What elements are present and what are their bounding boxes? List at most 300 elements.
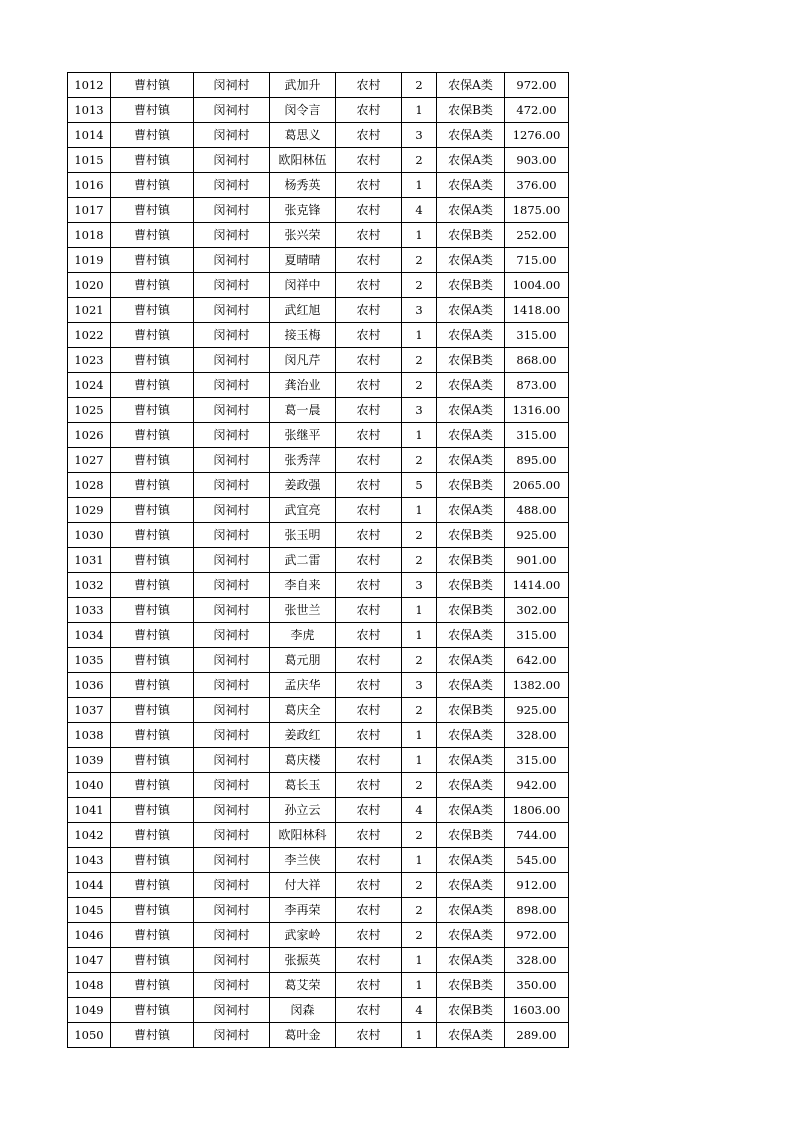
name-cell: 武宜亮 xyxy=(270,498,336,523)
amount-cell: 252.00 xyxy=(505,223,569,248)
row-number-cell: 1016 xyxy=(68,173,111,198)
insurance-category-cell: 农保A类 xyxy=(437,398,505,423)
village-cell: 闵祠村 xyxy=(194,773,270,798)
table-row xyxy=(68,523,569,548)
insurance-category-cell: 农保A类 xyxy=(437,723,505,748)
amount-cell: 925.00 xyxy=(505,698,569,723)
insurance-category-cell: 农保B类 xyxy=(437,573,505,598)
household-type-cell: 农村 xyxy=(336,973,402,998)
insurance-category-cell: 农保A类 xyxy=(437,673,505,698)
village-cell: 闵祠村 xyxy=(194,823,270,848)
amount-cell: 315.00 xyxy=(505,423,569,448)
row-number-cell: 1041 xyxy=(68,798,111,823)
table-row xyxy=(68,623,569,648)
row-number-cell: 1043 xyxy=(68,848,111,873)
row-number-cell: 1049 xyxy=(68,998,111,1023)
member-count-cell: 4 xyxy=(402,198,437,223)
member-count-cell: 3 xyxy=(402,398,437,423)
amount-cell: 472.00 xyxy=(505,98,569,123)
member-count-cell: 1 xyxy=(402,323,437,348)
row-number-cell: 1026 xyxy=(68,423,111,448)
town-cell: 曹村镇 xyxy=(111,873,194,898)
table-row xyxy=(68,898,569,923)
amount-cell: 545.00 xyxy=(505,848,569,873)
amount-cell: 1276.00 xyxy=(505,123,569,148)
town-cell: 曹村镇 xyxy=(111,423,194,448)
household-type-cell: 农村 xyxy=(336,848,402,873)
amount-cell: 972.00 xyxy=(505,73,569,98)
table-row xyxy=(68,448,569,473)
town-cell: 曹村镇 xyxy=(111,298,194,323)
row-number-cell: 1013 xyxy=(68,98,111,123)
name-cell: 张兴荣 xyxy=(270,223,336,248)
member-count-cell: 2 xyxy=(402,348,437,373)
member-count-cell: 4 xyxy=(402,998,437,1023)
town-cell: 曹村镇 xyxy=(111,323,194,348)
member-count-cell: 2 xyxy=(402,873,437,898)
table-row xyxy=(68,548,569,573)
village-cell: 闵祠村 xyxy=(194,873,270,898)
village-cell: 闵祠村 xyxy=(194,148,270,173)
row-number-cell: 1047 xyxy=(68,948,111,973)
table-row xyxy=(68,598,569,623)
member-count-cell: 2 xyxy=(402,148,437,173)
village-cell: 闵祠村 xyxy=(194,173,270,198)
household-type-cell: 农村 xyxy=(336,873,402,898)
name-cell: 葛思义 xyxy=(270,123,336,148)
household-type-cell: 农村 xyxy=(336,673,402,698)
member-count-cell: 1 xyxy=(402,748,437,773)
town-cell: 曹村镇 xyxy=(111,673,194,698)
table-row xyxy=(68,123,569,148)
name-cell: 张世兰 xyxy=(270,598,336,623)
table-row xyxy=(68,698,569,723)
household-type-cell: 农村 xyxy=(336,373,402,398)
insurance-category-cell: 农保B类 xyxy=(437,823,505,848)
name-cell: 李自来 xyxy=(270,573,336,598)
row-number-cell: 1044 xyxy=(68,873,111,898)
village-cell: 闵祠村 xyxy=(194,973,270,998)
village-cell: 闵祠村 xyxy=(194,948,270,973)
table-row xyxy=(68,423,569,448)
data-table xyxy=(67,72,569,1048)
row-number-cell: 1015 xyxy=(68,148,111,173)
village-cell: 闵祠村 xyxy=(194,548,270,573)
household-type-cell: 农村 xyxy=(336,923,402,948)
amount-cell: 901.00 xyxy=(505,548,569,573)
insurance-category-cell: 农保B类 xyxy=(437,348,505,373)
member-count-cell: 2 xyxy=(402,648,437,673)
village-cell: 闵祠村 xyxy=(194,723,270,748)
household-type-cell: 农村 xyxy=(336,998,402,1023)
row-number-cell: 1038 xyxy=(68,723,111,748)
amount-cell: 1806.00 xyxy=(505,798,569,823)
row-number-cell: 1042 xyxy=(68,823,111,848)
row-number-cell: 1023 xyxy=(68,348,111,373)
table-row xyxy=(68,248,569,273)
insurance-category-cell: 农保B类 xyxy=(437,523,505,548)
amount-cell: 642.00 xyxy=(505,648,569,673)
village-cell: 闵祠村 xyxy=(194,273,270,298)
name-cell: 张克锋 xyxy=(270,198,336,223)
name-cell: 夏晴晴 xyxy=(270,248,336,273)
amount-cell: 912.00 xyxy=(505,873,569,898)
name-cell: 武加升 xyxy=(270,73,336,98)
row-number-cell: 1031 xyxy=(68,548,111,573)
name-cell: 葛一晨 xyxy=(270,398,336,423)
table-row xyxy=(68,998,569,1023)
village-cell: 闵祠村 xyxy=(194,598,270,623)
village-cell: 闵祠村 xyxy=(194,623,270,648)
village-cell: 闵祠村 xyxy=(194,448,270,473)
table-row xyxy=(68,673,569,698)
name-cell: 张秀萍 xyxy=(270,448,336,473)
insurance-category-cell: 农保A类 xyxy=(437,873,505,898)
village-cell: 闵祠村 xyxy=(194,648,270,673)
amount-cell: 488.00 xyxy=(505,498,569,523)
insurance-category-cell: 农保A类 xyxy=(437,848,505,873)
member-count-cell: 1 xyxy=(402,498,437,523)
household-type-cell: 农村 xyxy=(336,623,402,648)
insurance-category-cell: 农保A类 xyxy=(437,73,505,98)
insurance-category-cell: 农保A类 xyxy=(437,373,505,398)
table-row xyxy=(68,748,569,773)
household-type-cell: 农村 xyxy=(336,123,402,148)
town-cell: 曹村镇 xyxy=(111,398,194,423)
household-type-cell: 农村 xyxy=(336,598,402,623)
member-count-cell: 4 xyxy=(402,798,437,823)
amount-cell: 315.00 xyxy=(505,748,569,773)
amount-cell: 942.00 xyxy=(505,773,569,798)
household-type-cell: 农村 xyxy=(336,748,402,773)
member-count-cell: 2 xyxy=(402,248,437,273)
member-count-cell: 2 xyxy=(402,273,437,298)
amount-cell: 1316.00 xyxy=(505,398,569,423)
town-cell: 曹村镇 xyxy=(111,73,194,98)
table-row xyxy=(68,198,569,223)
household-type-cell: 农村 xyxy=(336,98,402,123)
village-cell: 闵祠村 xyxy=(194,523,270,548)
village-cell: 闵祠村 xyxy=(194,673,270,698)
household-type-cell: 农村 xyxy=(336,173,402,198)
name-cell: 李再荣 xyxy=(270,898,336,923)
name-cell: 闵凡芹 xyxy=(270,348,336,373)
row-number-cell: 1048 xyxy=(68,973,111,998)
name-cell: 张玉明 xyxy=(270,523,336,548)
insurance-category-cell: 农保A类 xyxy=(437,948,505,973)
household-type-cell: 农村 xyxy=(336,348,402,373)
row-number-cell: 1036 xyxy=(68,673,111,698)
village-cell: 闵祠村 xyxy=(194,473,270,498)
row-number-cell: 1022 xyxy=(68,323,111,348)
table-row xyxy=(68,648,569,673)
town-cell: 曹村镇 xyxy=(111,948,194,973)
village-cell: 闵祠村 xyxy=(194,398,270,423)
table-row xyxy=(68,873,569,898)
town-cell: 曹村镇 xyxy=(111,448,194,473)
village-cell: 闵祠村 xyxy=(194,248,270,273)
row-number-cell: 1028 xyxy=(68,473,111,498)
member-count-cell: 2 xyxy=(402,523,437,548)
household-type-cell: 农村 xyxy=(336,723,402,748)
name-cell: 葛叶金 xyxy=(270,1023,336,1048)
table-row xyxy=(68,173,569,198)
amount-cell: 1004.00 xyxy=(505,273,569,298)
table-row xyxy=(68,73,569,98)
household-type-cell: 农村 xyxy=(336,523,402,548)
member-count-cell: 2 xyxy=(402,73,437,98)
member-count-cell: 1 xyxy=(402,598,437,623)
name-cell: 武家岭 xyxy=(270,923,336,948)
table-row xyxy=(68,498,569,523)
insurance-category-cell: 农保A类 xyxy=(437,498,505,523)
table-row xyxy=(68,823,569,848)
name-cell: 葛长玉 xyxy=(270,773,336,798)
household-type-cell: 农村 xyxy=(336,648,402,673)
insurance-category-cell: 农保B类 xyxy=(437,598,505,623)
row-number-cell: 1046 xyxy=(68,923,111,948)
village-cell: 闵祠村 xyxy=(194,323,270,348)
member-count-cell: 3 xyxy=(402,673,437,698)
name-cell: 李兰侠 xyxy=(270,848,336,873)
table-row xyxy=(68,798,569,823)
member-count-cell: 1 xyxy=(402,948,437,973)
row-number-cell: 1029 xyxy=(68,498,111,523)
row-number-cell: 1030 xyxy=(68,523,111,548)
amount-cell: 898.00 xyxy=(505,898,569,923)
amount-cell: 302.00 xyxy=(505,598,569,623)
town-cell: 曹村镇 xyxy=(111,548,194,573)
name-cell: 闵祥中 xyxy=(270,273,336,298)
member-count-cell: 1 xyxy=(402,423,437,448)
amount-cell: 903.00 xyxy=(505,148,569,173)
village-cell: 闵祠村 xyxy=(194,798,270,823)
member-count-cell: 1 xyxy=(402,173,437,198)
amount-cell: 873.00 xyxy=(505,373,569,398)
town-cell: 曹村镇 xyxy=(111,373,194,398)
town-cell: 曹村镇 xyxy=(111,123,194,148)
table-row xyxy=(68,398,569,423)
insurance-category-cell: 农保B类 xyxy=(437,698,505,723)
insurance-category-cell: 农保B类 xyxy=(437,273,505,298)
amount-cell: 328.00 xyxy=(505,723,569,748)
row-number-cell: 1040 xyxy=(68,773,111,798)
village-cell: 闵祠村 xyxy=(194,573,270,598)
household-type-cell: 农村 xyxy=(336,823,402,848)
village-cell: 闵祠村 xyxy=(194,848,270,873)
amount-cell: 289.00 xyxy=(505,1023,569,1048)
insurance-category-cell: 农保A类 xyxy=(437,123,505,148)
amount-cell: 350.00 xyxy=(505,973,569,998)
village-cell: 闵祠村 xyxy=(194,998,270,1023)
town-cell: 曹村镇 xyxy=(111,198,194,223)
name-cell: 杨秀英 xyxy=(270,173,336,198)
row-number-cell: 1027 xyxy=(68,448,111,473)
row-number-cell: 1020 xyxy=(68,273,111,298)
amount-cell: 1414.00 xyxy=(505,573,569,598)
table-row xyxy=(68,573,569,598)
village-cell: 闵祠村 xyxy=(194,748,270,773)
household-type-cell: 农村 xyxy=(336,573,402,598)
row-number-cell: 1035 xyxy=(68,648,111,673)
name-cell: 付大祥 xyxy=(270,873,336,898)
household-type-cell: 农村 xyxy=(336,798,402,823)
insurance-category-cell: 农保A类 xyxy=(437,748,505,773)
member-count-cell: 3 xyxy=(402,298,437,323)
household-type-cell: 农村 xyxy=(336,773,402,798)
member-count-cell: 1 xyxy=(402,98,437,123)
town-cell: 曹村镇 xyxy=(111,898,194,923)
insurance-category-cell: 农保A类 xyxy=(437,648,505,673)
member-count-cell: 2 xyxy=(402,698,437,723)
name-cell: 欧阳林伍 xyxy=(270,148,336,173)
table-row xyxy=(68,948,569,973)
village-cell: 闵祠村 xyxy=(194,698,270,723)
village-cell: 闵祠村 xyxy=(194,373,270,398)
insurance-category-cell: 农保A类 xyxy=(437,1023,505,1048)
household-type-cell: 农村 xyxy=(336,148,402,173)
town-cell: 曹村镇 xyxy=(111,248,194,273)
name-cell: 龚治业 xyxy=(270,373,336,398)
name-cell: 张继平 xyxy=(270,423,336,448)
village-cell: 闵祠村 xyxy=(194,98,270,123)
town-cell: 曹村镇 xyxy=(111,623,194,648)
household-type-cell: 农村 xyxy=(336,73,402,98)
name-cell: 孟庆华 xyxy=(270,673,336,698)
village-cell: 闵祠村 xyxy=(194,123,270,148)
town-cell: 曹村镇 xyxy=(111,973,194,998)
row-number-cell: 1019 xyxy=(68,248,111,273)
row-number-cell: 1034 xyxy=(68,623,111,648)
village-cell: 闵祠村 xyxy=(194,223,270,248)
row-number-cell: 1017 xyxy=(68,198,111,223)
town-cell: 曹村镇 xyxy=(111,698,194,723)
row-number-cell: 1021 xyxy=(68,298,111,323)
amount-cell: 1603.00 xyxy=(505,998,569,1023)
town-cell: 曹村镇 xyxy=(111,748,194,773)
table-row xyxy=(68,773,569,798)
member-count-cell: 2 xyxy=(402,923,437,948)
insurance-category-cell: 农保A类 xyxy=(437,323,505,348)
village-cell: 闵祠村 xyxy=(194,898,270,923)
amount-cell: 1418.00 xyxy=(505,298,569,323)
table-row xyxy=(68,473,569,498)
amount-cell: 925.00 xyxy=(505,523,569,548)
insurance-category-cell: 农保A类 xyxy=(437,248,505,273)
name-cell: 葛庆楼 xyxy=(270,748,336,773)
member-count-cell: 1 xyxy=(402,223,437,248)
town-cell: 曹村镇 xyxy=(111,598,194,623)
town-cell: 曹村镇 xyxy=(111,348,194,373)
member-count-cell: 2 xyxy=(402,823,437,848)
insurance-category-cell: 农保B类 xyxy=(437,548,505,573)
member-count-cell: 5 xyxy=(402,473,437,498)
table-row xyxy=(68,848,569,873)
insurance-category-cell: 农保A类 xyxy=(437,173,505,198)
insurance-category-cell: 农保B类 xyxy=(437,473,505,498)
row-number-cell: 1018 xyxy=(68,223,111,248)
household-type-cell: 农村 xyxy=(336,398,402,423)
name-cell: 李虎 xyxy=(270,623,336,648)
town-cell: 曹村镇 xyxy=(111,1023,194,1048)
insurance-category-cell: 农保A类 xyxy=(437,773,505,798)
town-cell: 曹村镇 xyxy=(111,173,194,198)
name-cell: 张振英 xyxy=(270,948,336,973)
town-cell: 曹村镇 xyxy=(111,798,194,823)
village-cell: 闵祠村 xyxy=(194,1023,270,1048)
row-number-cell: 1037 xyxy=(68,698,111,723)
amount-cell: 2065.00 xyxy=(505,473,569,498)
insurance-category-cell: 农保A类 xyxy=(437,298,505,323)
town-cell: 曹村镇 xyxy=(111,523,194,548)
name-cell: 葛庆全 xyxy=(270,698,336,723)
town-cell: 曹村镇 xyxy=(111,498,194,523)
household-type-cell: 农村 xyxy=(336,1023,402,1048)
member-count-cell: 1 xyxy=(402,723,437,748)
insurance-category-cell: 农保A类 xyxy=(437,148,505,173)
amount-cell: 1382.00 xyxy=(505,673,569,698)
insurance-category-cell: 农保B类 xyxy=(437,998,505,1023)
member-count-cell: 1 xyxy=(402,973,437,998)
household-type-cell: 农村 xyxy=(336,898,402,923)
town-cell: 曹村镇 xyxy=(111,923,194,948)
town-cell: 曹村镇 xyxy=(111,823,194,848)
row-number-cell: 1033 xyxy=(68,598,111,623)
name-cell: 武红旭 xyxy=(270,298,336,323)
member-count-cell: 3 xyxy=(402,573,437,598)
village-cell: 闵祠村 xyxy=(194,73,270,98)
amount-cell: 972.00 xyxy=(505,923,569,948)
table-row xyxy=(68,298,569,323)
row-number-cell: 1045 xyxy=(68,898,111,923)
town-cell: 曹村镇 xyxy=(111,223,194,248)
town-cell: 曹村镇 xyxy=(111,473,194,498)
insurance-category-cell: 农保A类 xyxy=(437,798,505,823)
household-type-cell: 农村 xyxy=(336,473,402,498)
row-number-cell: 1050 xyxy=(68,1023,111,1048)
village-cell: 闵祠村 xyxy=(194,348,270,373)
name-cell: 孙立云 xyxy=(270,798,336,823)
name-cell: 闵令言 xyxy=(270,98,336,123)
household-type-cell: 农村 xyxy=(336,273,402,298)
insurance-category-cell: 农保B类 xyxy=(437,98,505,123)
amount-cell: 715.00 xyxy=(505,248,569,273)
insurance-category-cell: 农保B类 xyxy=(437,973,505,998)
town-cell: 曹村镇 xyxy=(111,98,194,123)
member-count-cell: 2 xyxy=(402,548,437,573)
name-cell: 葛元朋 xyxy=(270,648,336,673)
member-count-cell: 1 xyxy=(402,1023,437,1048)
table-row xyxy=(68,723,569,748)
town-cell: 曹村镇 xyxy=(111,573,194,598)
name-cell: 武二雷 xyxy=(270,548,336,573)
insurance-category-cell: 农保A类 xyxy=(437,623,505,648)
town-cell: 曹村镇 xyxy=(111,273,194,298)
town-cell: 曹村镇 xyxy=(111,773,194,798)
table-row xyxy=(68,148,569,173)
household-type-cell: 农村 xyxy=(336,198,402,223)
town-cell: 曹村镇 xyxy=(111,848,194,873)
insurance-category-cell: 农保A类 xyxy=(437,923,505,948)
insurance-category-cell: 农保A类 xyxy=(437,898,505,923)
town-cell: 曹村镇 xyxy=(111,723,194,748)
name-cell: 姜政红 xyxy=(270,723,336,748)
insurance-category-cell: 农保B类 xyxy=(437,223,505,248)
household-type-cell: 农村 xyxy=(336,498,402,523)
table-row xyxy=(68,373,569,398)
village-cell: 闵祠村 xyxy=(194,498,270,523)
household-type-cell: 农村 xyxy=(336,298,402,323)
